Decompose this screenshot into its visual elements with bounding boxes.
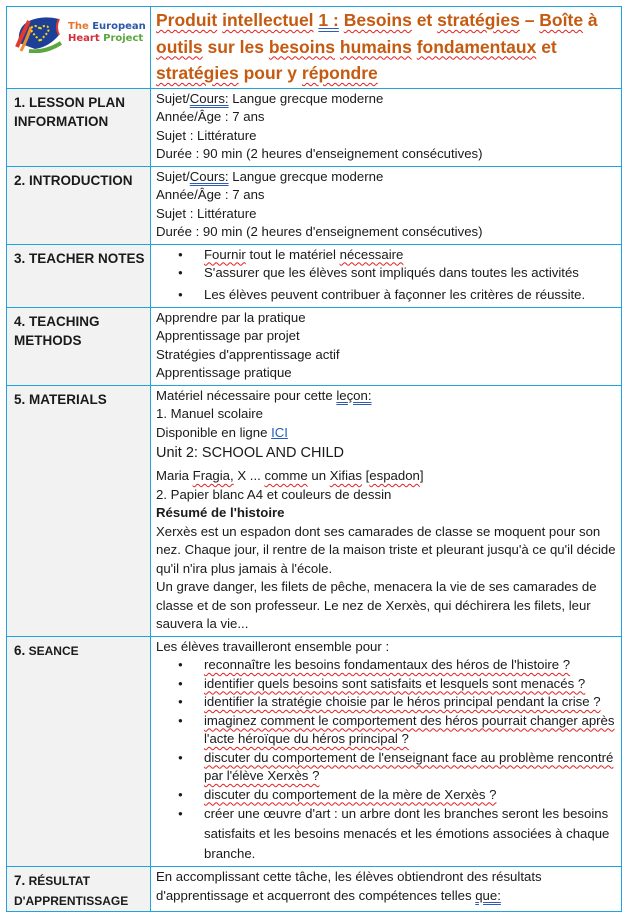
unit-title: Unit 2: SCHOOL AND CHILD bbox=[156, 445, 345, 461]
list-item: ● S'assurer que les élèves sont impliqués dans toutes les activités bbox=[156, 264, 617, 283]
section-label: 6. SEANCE bbox=[7, 636, 151, 867]
method-item: Apprentissage par projet bbox=[156, 328, 300, 343]
method-item: Apprendre par la pratique bbox=[156, 309, 306, 325]
summary-paragraph: Xerxès est un espadon dont ses camarades de classe se moquent pour son nez. Chaque jour, il rentre de la maison triste et pleurant jusqu'à ce qu'il décide qu'il n'ira plus jamais à l'école. bbox=[156, 523, 616, 576]
method-item: Stratégies d'apprentissage actif bbox=[156, 346, 340, 362]
online-link[interactable]: ICI bbox=[271, 424, 288, 440]
section-content bbox=[151, 244, 622, 307]
european-heart-project-logo-icon bbox=[15, 13, 65, 53]
section-content: Matériel nécessaire pour cette leçon: 1. Manuel scolaire Disponible en ligne ICI Unit 2: SCHOOL AND CHILD Maria Fragia, X ... comme un Xifias [espadon] 2. Papier blanc A4 et couleurs de dessin Résumé de l'histoire Xerxès est un espadon dont ses camarades de classe se moquent pour son nez. Chaque jour, il rentre de la maison triste et pleurant jusqu'à ce qu'il décide qu'il n'ira plus jamais à l'école. Un grave danger, les filets de pêche, menacera la vie de ses camarades de classe et de son professeur. Le nez de Xerxès, qui déchirera les filets, leur sauvera la vie... bbox=[151, 385, 622, 636]
logo-text: The European Heart Project bbox=[68, 21, 146, 44]
seance-row bbox=[7, 636, 622, 867]
list-item: ● Fournir tout le matériel nécessaire bbox=[156, 246, 617, 265]
introduction-row bbox=[7, 166, 622, 244]
summary-title: Résumé de l'histoire bbox=[156, 505, 285, 520]
list-item: ● Les élèves peuvent contribuer à façonner les critères de réussite. bbox=[156, 286, 617, 305]
teacher-notes-row bbox=[7, 244, 622, 307]
list-item: ● identifier quels besoins sont satisfaits et lesquels sont menacés ? bbox=[156, 675, 617, 694]
section-label: 2. INTRODUCTION bbox=[7, 166, 151, 244]
lesson-plan-table bbox=[6, 6, 622, 912]
seance-list bbox=[156, 656, 617, 864]
list-item: ● identifier la stratégie choisie par le héros principal pendant la crise ? bbox=[156, 693, 617, 712]
section-content: En accomplissant cette tâche, les élèves obtiendront des résultats d'apprentissage et acquerront des compétences telles que: bbox=[151, 867, 622, 912]
learning-outcome-row bbox=[7, 867, 622, 912]
section-label: 3. TEACHER NOTES bbox=[7, 244, 151, 307]
list-item: ● créer une œuvre d'art : un arbre dont les branches seront les besoins satisfaits et les besoins menacés et les émotions associées à chaque branche. bbox=[156, 804, 617, 864]
teacher-notes-list bbox=[156, 246, 617, 305]
section-content: Les élèves travailleront ensemble pour : ● reconnaître les besoins fondamentaux des héros de l'histoire ? ● identifier quels besoins sont satisfaits et lesquels sont menacés ? ● identifier la stratégie choisie par le héros principal pendant la crise ? ● imaginez comment le comportement des héros pourrait changer après l'acte héroïque du héros principal ? ● discuter du comportement de l'enseignant face au problème rencontré par l'élève Xerxès ? ● discuter du comportement de la mère de Xerxès ? ● créer une œuvre d'art : un arbre dont les branches seront les besoins satisfaits et les besoins menacés et les émotions associées à chaque branche. bbox=[151, 636, 622, 867]
header-row bbox=[7, 7, 622, 89]
list-item: ● discuter du comportement de l'enseignant face au problème rencontré par l'élève Xerxès ? bbox=[156, 749, 617, 786]
section-content: Sujet/Cours: Langue grecque moderne Année/Âge : 7 ans Sujet : Littérature Durée : 90 min (2 heures d'enseignement consécutives) bbox=[151, 88, 622, 166]
list-item: ● discuter du comportement de la mère de Xerxès ? bbox=[156, 786, 617, 805]
list-item: ● reconnaître les besoins fondamentaux des héros de l'histoire ? bbox=[156, 656, 617, 675]
section-label: 7. RÉSULTAT D'APPRENTISSAGE bbox=[7, 867, 151, 912]
section-content bbox=[151, 307, 622, 385]
materials-row bbox=[7, 385, 622, 636]
section-label: 1. LESSON PLAN INFORMATION bbox=[7, 88, 151, 166]
section-content: Sujet/Cours: Langue grecque moderne Année/Âge : 7 ans Sujet : Littérature Durée : 90 min (2 heures d'enseignement consécutives) bbox=[151, 166, 622, 244]
section-label: 5. MATERIALS bbox=[7, 385, 151, 636]
lesson-plan-row bbox=[7, 88, 622, 166]
method-item: Apprentissage pratique bbox=[156, 365, 292, 380]
logo bbox=[7, 7, 150, 53]
teaching-methods-row bbox=[7, 307, 622, 385]
logo-cell bbox=[7, 7, 151, 89]
list-item: ● imaginez comment le comportement des héros pourrait changer après l'acte héroïque du héros principal ? bbox=[156, 712, 617, 749]
summary-paragraph: Un grave danger, les filets de pêche, menacera la vie de ses camarades de classe et de son professeur. Le nez de Xerxès, qui déchirera les filets, leur sauvera la vie... bbox=[156, 579, 597, 631]
section-label: 4. TEACHING METHODS bbox=[7, 307, 151, 385]
document-title: Produit intellectuel 1 : Besoins et stratégies – Boîte à outils sur les besoins humains fondamentaux et stratégies pour y répondre bbox=[151, 7, 622, 89]
